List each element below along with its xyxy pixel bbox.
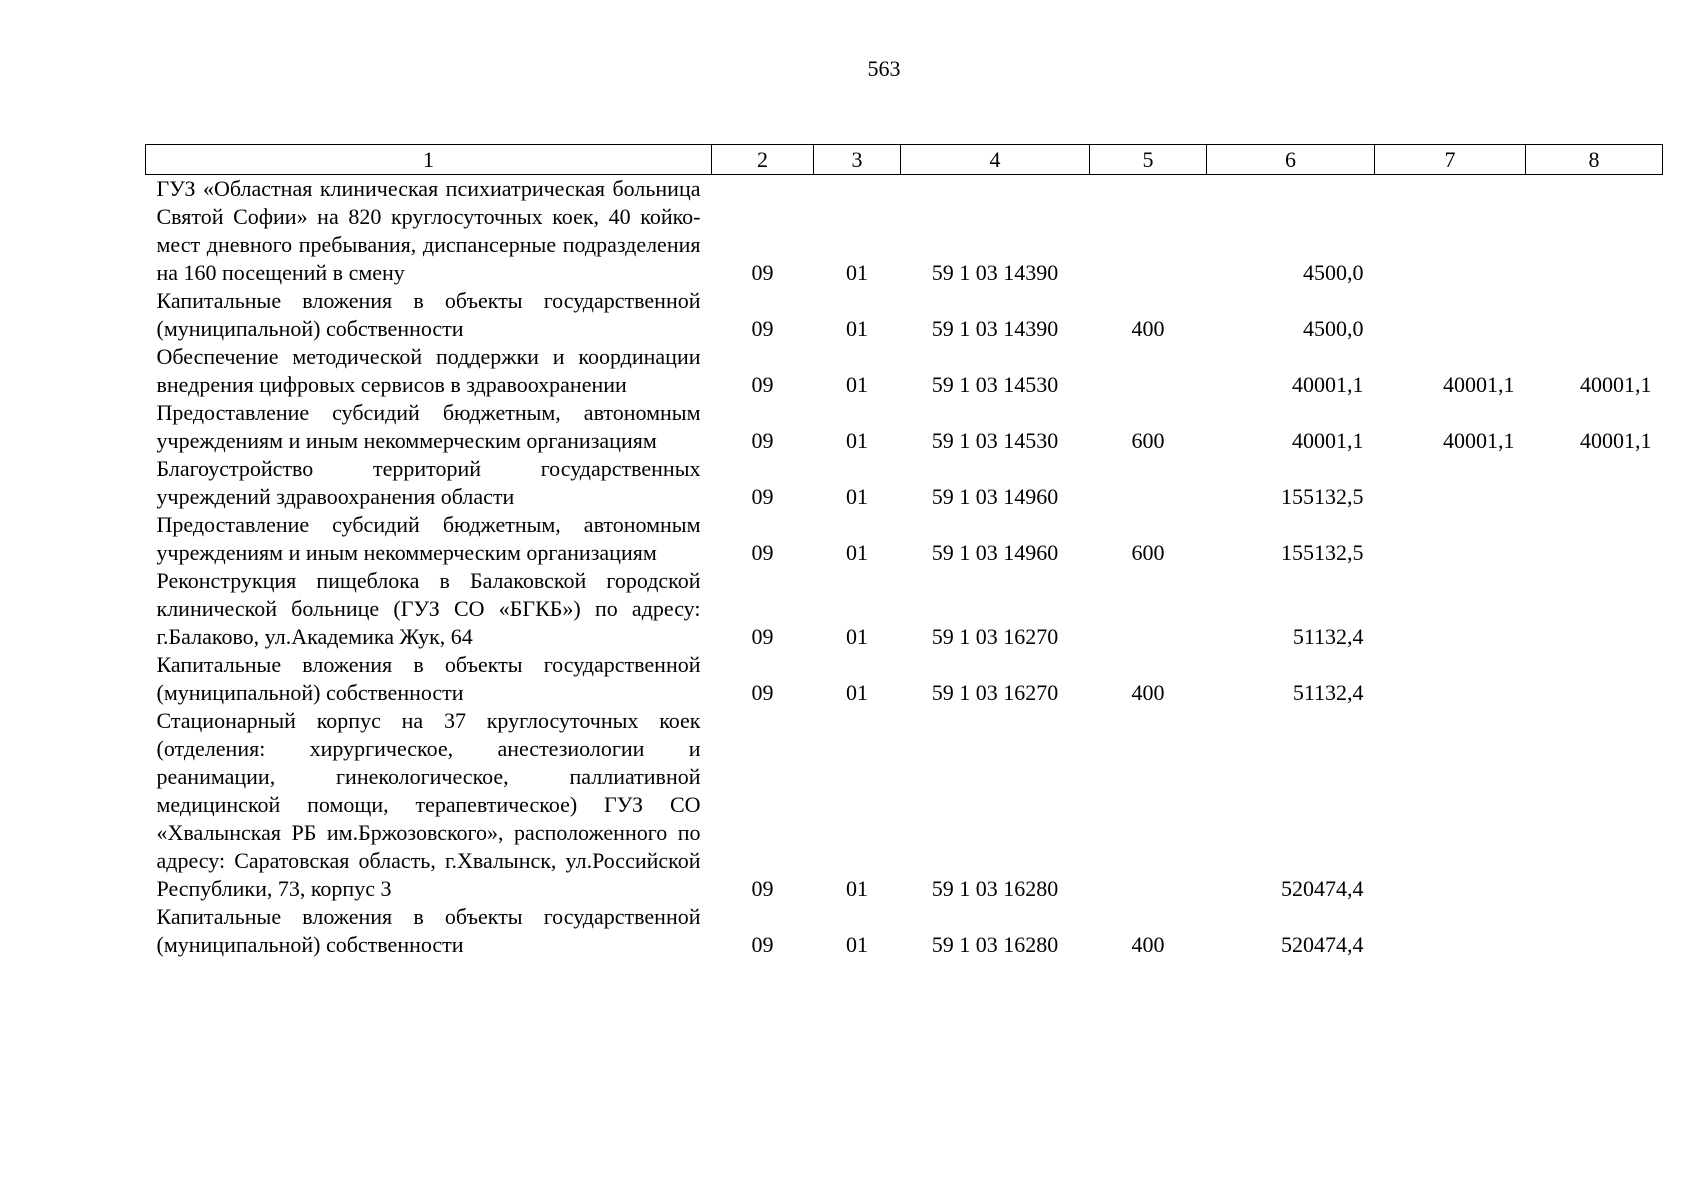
table-row: [146, 175, 1663, 288]
header-col-7: 7: [1375, 145, 1526, 175]
header-col-3: 3: [814, 145, 901, 175]
row-target-article-cell: 59 1 03 16270: [931, 624, 1059, 649]
table-row: [146, 707, 1663, 903]
row-subsection-cell: 01: [846, 428, 868, 453]
row-amount-col8-cell: [1526, 287, 1663, 343]
row-amount-col6-cell: 51132,4: [1292, 624, 1364, 649]
row-amount-col7-cell: [1375, 287, 1526, 343]
row-subsection-cell: 01: [846, 932, 868, 957]
row-expense-type-cell: [1090, 455, 1207, 511]
row-name-cell: Капитальные вложения в объекты государственной (муниципальной) собственности: [156, 904, 701, 957]
row-amount-col8-cell: [1526, 567, 1663, 651]
budget-table: [145, 144, 1663, 959]
row-expense-type-cell: 400: [1131, 932, 1165, 957]
table-row: [146, 511, 1663, 567]
row-section-cell: 09: [751, 932, 774, 957]
row-subsection-cell: 01: [846, 372, 868, 397]
row-section-cell: 09: [751, 316, 774, 341]
row-name-cell: Капитальные вложения в объекты государственной (муниципальной) собственности: [156, 652, 701, 705]
row-section-cell: 09: [751, 624, 774, 649]
row-amount-col7-cell: [1375, 651, 1526, 707]
header-col-4: 4: [901, 145, 1090, 175]
row-amount-col6-cell: 4500,0: [1303, 260, 1364, 285]
row-subsection-cell: 01: [846, 680, 868, 705]
header-col-1: 1: [146, 145, 712, 175]
table-row: [146, 903, 1663, 959]
row-section-cell: 09: [751, 428, 774, 453]
row-section-cell: 09: [751, 680, 774, 705]
row-expense-type-cell: 600: [1131, 540, 1165, 565]
row-amount-col7-cell: 40001,1: [1443, 428, 1515, 453]
header-col-6: 6: [1207, 145, 1375, 175]
row-expense-type-cell: [1090, 343, 1207, 399]
row-amount-col7-cell: [1375, 707, 1526, 903]
row-amount-col8-cell: [1526, 903, 1663, 959]
row-expense-type-cell: 400: [1131, 680, 1165, 705]
row-amount-col6-cell: 520474,4: [1281, 876, 1364, 901]
row-name-cell: Предоставление субсидий бюджетным, автономным учреждениям и иным некоммерческим организациям: [156, 400, 701, 453]
row-amount-col8-cell: [1526, 707, 1663, 903]
row-amount-col8-cell: 40001,1: [1580, 372, 1652, 397]
row-target-article-cell: 59 1 03 14530: [931, 372, 1059, 397]
row-subsection-cell: 01: [846, 316, 868, 341]
row-subsection-cell: 01: [846, 540, 868, 565]
row-expense-type-cell: [1090, 175, 1207, 288]
page-number: 563: [867, 56, 901, 81]
row-amount-col8-cell: [1526, 175, 1663, 288]
row-expense-type-cell: [1090, 707, 1207, 903]
row-amount-col7-cell: [1375, 903, 1526, 959]
table-row: [146, 399, 1663, 455]
header-col-2: 2: [712, 145, 814, 175]
row-amount-col6-cell: 155132,5: [1281, 540, 1364, 565]
table-header: [146, 145, 1663, 175]
table-row: [146, 287, 1663, 343]
row-amount-col7-cell: [1375, 455, 1526, 511]
row-subsection-cell: 01: [846, 624, 868, 649]
row-name-cell: Капитальные вложения в объекты государственной (муниципальной) собственности: [156, 288, 701, 341]
row-section-cell: 09: [751, 372, 774, 397]
row-target-article-cell: 59 1 03 14530: [931, 428, 1059, 453]
row-subsection-cell: 01: [846, 876, 868, 901]
row-amount-col8-cell: [1526, 455, 1663, 511]
row-amount-col8-cell: 40001,1: [1580, 428, 1652, 453]
row-name-cell: Обеспечение методической поддержки и координации внедрения цифровых сервисов в здравоохранении: [156, 344, 701, 397]
row-amount-col7-cell: [1375, 175, 1526, 288]
row-target-article-cell: 59 1 03 14960: [931, 540, 1059, 565]
table-row: [146, 567, 1663, 651]
table-body: [146, 175, 1663, 960]
row-target-article-cell: 59 1 03 14960: [931, 484, 1059, 509]
row-subsection-cell: 01: [846, 484, 868, 509]
row-target-article-cell: 59 1 03 16270: [931, 680, 1059, 705]
row-subsection-cell: 01: [846, 260, 868, 285]
row-expense-type-cell: 400: [1131, 316, 1165, 341]
row-amount-col6-cell: 520474,4: [1281, 932, 1364, 957]
row-expense-type-cell: 600: [1131, 428, 1165, 453]
row-amount-col8-cell: [1526, 651, 1663, 707]
row-section-cell: 09: [751, 484, 774, 509]
row-section-cell: 09: [751, 540, 774, 565]
row-expense-type-cell: [1090, 567, 1207, 651]
row-amount-col6-cell: 40001,1: [1292, 428, 1364, 453]
row-amount-col7-cell: 40001,1: [1443, 372, 1515, 397]
row-section-cell: 09: [751, 260, 774, 285]
row-name-cell: ГУЗ «Областная клиническая психиатрическая больница Святой Софии» на 820 круглосуточных коек, 40 койко-мест дневного пребывания, диспансерные подразделения на 160 посещений в смену: [156, 176, 701, 285]
header-col-5: 5: [1090, 145, 1207, 175]
row-target-article-cell: 59 1 03 16280: [931, 932, 1059, 957]
row-amount-col6-cell: 51132,4: [1292, 680, 1364, 705]
header-row: [146, 145, 1663, 175]
row-name-cell: Предоставление субсидий бюджетным, автономным учреждениям и иным некоммерческим организациям: [156, 512, 701, 565]
header-col-8: 8: [1526, 145, 1663, 175]
row-target-article-cell: 59 1 03 14390: [931, 260, 1059, 285]
row-target-article-cell: 59 1 03 14390: [931, 316, 1059, 341]
row-amount-col8-cell: [1526, 511, 1663, 567]
row-name-cell: Благоустройство территорий государственных учреждений здравоохранения области: [156, 456, 701, 509]
row-amount-col7-cell: [1375, 511, 1526, 567]
row-section-cell: 09: [751, 876, 774, 901]
row-target-article-cell: 59 1 03 16280: [931, 876, 1059, 901]
row-name-cell: Реконструкция пищеблока в Балаковской городской клинической больнице (ГУЗ СО «БГКБ») по адресу: г.Балаково, ул.Академика Жук, 64: [156, 568, 701, 649]
table-row: [146, 651, 1663, 707]
row-amount-col7-cell: [1375, 567, 1526, 651]
row-amount-col6-cell: 155132,5: [1281, 484, 1364, 509]
table-row: [146, 455, 1663, 511]
table-row: [146, 343, 1663, 399]
row-amount-col6-cell: 4500,0: [1303, 316, 1364, 341]
row-name-cell: Стационарный корпус на 37 круглосуточных коек (отделения: хирургическое, анестезиологии и реанимации, гинекологическое, паллиативной медицинской помощи, терапевтическое) ГУЗ СО «Хвалынская РБ им.Бржозовского», расположенного по адресу: Саратовская область, г.Хвалынск, ул.Российской Республики, 73, корпус 3: [156, 708, 701, 901]
row-amount-col6-cell: 40001,1: [1292, 372, 1364, 397]
